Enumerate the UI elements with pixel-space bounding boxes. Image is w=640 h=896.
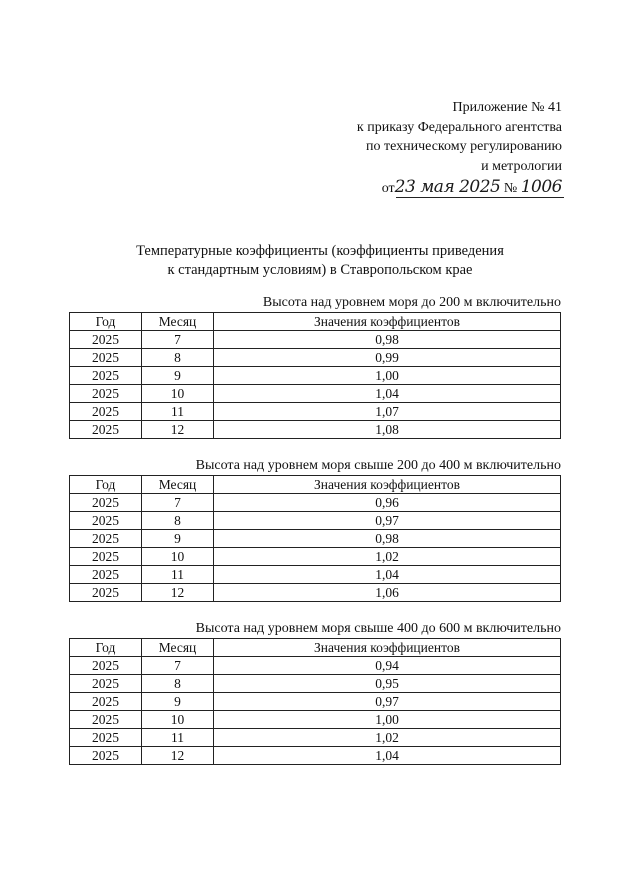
cell-value: 0,97	[214, 693, 561, 711]
table-row	[70, 729, 561, 747]
order-date-handwritten: 23 мая 2025	[394, 177, 501, 197]
cell-month: 7	[142, 331, 214, 349]
document-title-line-2: к стандартным условиям) в Ставропольском крае	[167, 262, 473, 278]
header-month: Месяц	[142, 639, 214, 657]
cell-month: 9	[142, 693, 214, 711]
cell-year: 2025	[70, 403, 142, 421]
order-underline	[396, 197, 564, 198]
cell-value: 0,94	[214, 657, 561, 675]
cell-year: 2025	[70, 711, 142, 729]
cell-month: 8	[142, 512, 214, 530]
header-values: Значения коэффициентов	[214, 476, 561, 494]
annex-agency-line: по техническому регулированию	[365, 139, 562, 154]
table-row	[70, 711, 561, 729]
document-title-line-1: Температурные коэффициенты (коэффициенты приведения	[136, 243, 504, 259]
table-row	[70, 657, 561, 675]
annex-order-ref: к приказу Федерального агентства	[356, 119, 562, 135]
cell-value: 1,04	[214, 566, 561, 584]
cell-month: 10	[142, 548, 214, 566]
cell-value: 1,04	[214, 747, 561, 765]
cell-value: 1,06	[214, 584, 561, 602]
coefficients-table	[69, 475, 561, 602]
table-row	[70, 403, 561, 421]
cell-value: 0,96	[214, 494, 561, 512]
header-month: Месяц	[142, 476, 214, 494]
cell-month: 9	[142, 530, 214, 548]
annex-number: Приложение № 41	[452, 100, 562, 115]
annex-agency-line-2: и метрологии	[481, 158, 562, 174]
table-row	[70, 421, 561, 439]
cell-year: 2025	[70, 584, 142, 602]
coefficients-table	[69, 312, 561, 439]
table-header-row	[70, 639, 561, 657]
cell-month: 9	[142, 367, 214, 385]
cell-month: 7	[142, 494, 214, 512]
order-number-handwritten: 1006	[520, 177, 562, 197]
cell-year: 2025	[70, 747, 142, 765]
altitude-caption: Высота над уровнем моря свыше 200 до 400 м включительно	[195, 458, 561, 473]
cell-value: 0,97	[214, 512, 561, 530]
document-title	[60, 242, 580, 280]
cell-value: 1,02	[214, 729, 561, 747]
cell-year: 2025	[70, 494, 142, 512]
cell-value: 0,95	[214, 675, 561, 693]
cell-value: 0,98	[214, 530, 561, 548]
cell-value: 1,07	[214, 403, 561, 421]
order-date-prefix: от	[381, 181, 395, 196]
annex-header	[357, 98, 562, 199]
table-row	[70, 331, 561, 349]
cell-month: 7	[142, 657, 214, 675]
cell-year: 2025	[70, 548, 142, 566]
cell-value: 1,02	[214, 548, 561, 566]
cell-year: 2025	[70, 421, 142, 439]
altitude-block-1	[69, 295, 561, 439]
cell-year: 2025	[70, 331, 142, 349]
cell-month: 10	[142, 711, 214, 729]
cell-month: 12	[142, 421, 214, 439]
cell-year: 2025	[70, 693, 142, 711]
altitude-caption: Высота над уровнем моря свыше 400 до 600 м включительно	[195, 621, 561, 636]
coefficients-table	[69, 638, 561, 765]
cell-month: 11	[142, 729, 214, 747]
cell-month: 10	[142, 385, 214, 403]
table-row	[70, 747, 561, 765]
header-year: Год	[70, 476, 142, 494]
cell-year: 2025	[70, 566, 142, 584]
table-row	[70, 367, 561, 385]
table-row	[70, 530, 561, 548]
header-year: Год	[70, 639, 142, 657]
cell-value: 0,98	[214, 331, 561, 349]
cell-value: 1,00	[214, 367, 561, 385]
order-date-line	[382, 178, 562, 199]
cell-month: 8	[142, 675, 214, 693]
cell-month: 8	[142, 349, 214, 367]
cell-month: 12	[142, 584, 214, 602]
altitude-block-3	[69, 621, 561, 765]
cell-month: 12	[142, 747, 214, 765]
table-row	[70, 584, 561, 602]
table-row	[70, 675, 561, 693]
cell-value: 1,08	[214, 421, 561, 439]
order-number-prefix: №	[503, 181, 518, 196]
altitude-block-2	[69, 458, 561, 602]
table-row	[70, 512, 561, 530]
cell-year: 2025	[70, 385, 142, 403]
table-row	[70, 349, 561, 367]
cell-year: 2025	[70, 349, 142, 367]
cell-year: 2025	[70, 512, 142, 530]
cell-value: 1,00	[214, 711, 561, 729]
cell-value: 1,04	[214, 385, 561, 403]
header-month: Месяц	[142, 313, 214, 331]
header-values: Значения коэффициентов	[214, 313, 561, 331]
header-values: Значения коэффициентов	[214, 639, 561, 657]
cell-month: 11	[142, 403, 214, 421]
cell-year: 2025	[70, 675, 142, 693]
header-year: Год	[70, 313, 142, 331]
altitude-caption: Высота над уровнем моря до 200 м включительно	[262, 295, 561, 310]
table-row	[70, 548, 561, 566]
table-row	[70, 385, 561, 403]
table-header-row	[70, 313, 561, 331]
cell-year: 2025	[70, 530, 142, 548]
cell-year: 2025	[70, 729, 142, 747]
table-row	[70, 494, 561, 512]
cell-value: 0,99	[214, 349, 561, 367]
cell-year: 2025	[70, 367, 142, 385]
table-row	[70, 693, 561, 711]
table-row	[70, 566, 561, 584]
cell-month: 11	[142, 566, 214, 584]
cell-year: 2025	[70, 657, 142, 675]
table-header-row	[70, 476, 561, 494]
